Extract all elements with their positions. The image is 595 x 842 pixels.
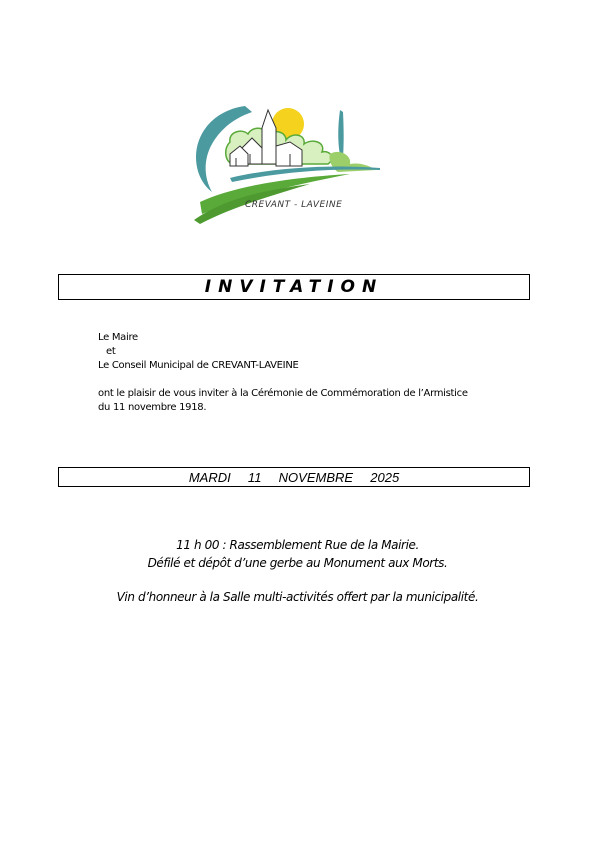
message-line-1: ont le plaisir de vous inviter à la Cérémonie de Commémoration de l’Armistice [98,388,468,399]
program-line-1: 11 h 00 : Rassemblement Rue de la Mairie. [176,538,419,552]
event-date: MARDI 11 NOVEMBRE 2025 [188,469,400,485]
event-date-box [58,467,530,487]
program-line-2: Défilé et dépôt d’une gerbe au Monument aux Morts. [147,556,448,570]
invitation-title-box [58,274,530,300]
host-council: Le Conseil Municipal de CREVANT-LAVEINE [98,360,299,371]
message-line-2: du 11 novembre 1918. [98,402,207,413]
invitation-title: INVITATION [204,277,384,297]
host-mayor: Le Maire [98,332,138,343]
logo-town-name: CREVANT - LAVEINE [245,200,343,210]
program-line-3: Vin d’honneur à la Salle multi-activités offert par la municipalité. [116,590,479,604]
invitation-body [98,331,528,415]
host-and: et [106,346,116,357]
